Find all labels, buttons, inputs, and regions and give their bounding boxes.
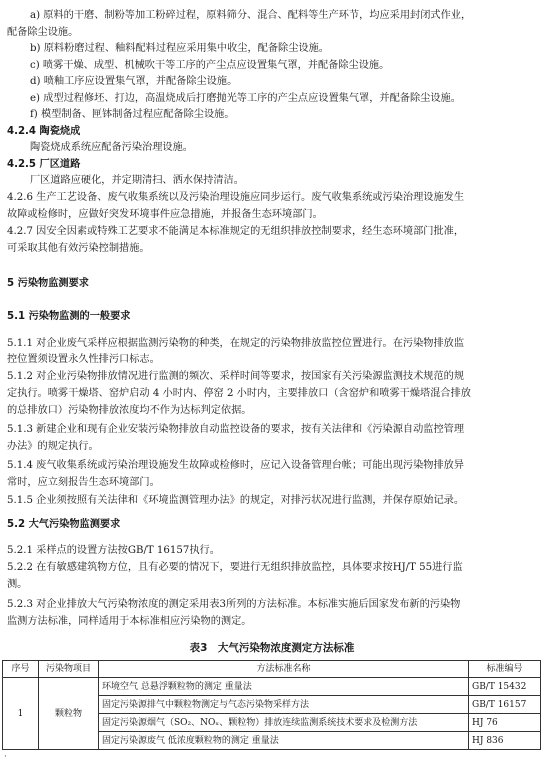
table-caption: 表3 大气污染物浓度测定方法标准: [189, 642, 355, 654]
pollutant-name: 颗粒物: [39, 678, 99, 750]
text-line: b) 原料粉磨过程、釉料配料过程应采用集中收尘，配备除尘设施。: [30, 43, 329, 54]
text-line: f) 模型制备、匣钵制备过程应配备除尘设施。: [30, 109, 235, 120]
text-line: 厂区道路应硬化，并定期清扫、洒水保持清洁。: [30, 175, 244, 186]
header-method: 方法标准名称: [99, 661, 469, 678]
text-line: 5.2.1 采样点的设置方法按GB/T 16157执行。: [7, 545, 220, 556]
section-heading: 4.2.4 陶瓷烧成: [7, 126, 81, 137]
standard-code: GB/T 15432: [469, 678, 541, 696]
table-header-row: [3, 661, 541, 678]
text-line: 办法》的规定执行。: [7, 441, 99, 452]
text-line: 5.2.2 在有敏感建筑物方位，且有必要的情况下，要进行无组织排放监控，具体要求按HJ/T 55进行监: [7, 562, 463, 573]
section-heading: 5 污染物监测要求: [7, 278, 89, 289]
text-line: 5.1.2 对企业污染物排放情况进行监测的频次、采样时间等要求，按国家有关污染源监测技术规范的规: [7, 371, 465, 382]
text-line: e) 成型过程修坯、打边，高温烧成后打磨抛光等工序的产尘点应设置集气罩，并配备除尘设施。: [30, 93, 461, 104]
text-line: 故障或检修时，应做好突发环境事件应急措施，并报备生态环境部门。: [7, 209, 323, 220]
text-line: 常时，应立刻报告生态环境部门。: [7, 477, 160, 488]
method-name: 固定污染源烟气（SO₂、NOₓ、颗粒物）排放连续监测系统技术要求及检测方法: [99, 714, 469, 732]
method-name: 固定污染源废气 低浓度颗粒物的测定 重量法: [99, 732, 469, 750]
text-line: a) 原料的干磨、制粉等加工粉碎过程，原料筛分、混合、配料等生产环节，均应采用封闭式作业，: [30, 10, 472, 21]
text-line: 的总排放口）污染物排放浓度均不作为达标判定依据。: [7, 405, 252, 416]
section-heading: 5.1 污染物监测的一般要求: [7, 311, 131, 322]
table-row: [3, 678, 541, 696]
text-line: d) 喷釉工序应设置集气罩，并配备除尘设施。: [30, 76, 238, 87]
section-heading: 5.2 大气污染物监测要求: [7, 519, 121, 530]
text-line: 监测方法标准，同样适用于本标准相应污染物的测定。: [7, 616, 252, 627]
text-line: 可采取其他有效污染控制措施。: [7, 243, 150, 254]
text-line: 配备除尘设施。: [7, 27, 79, 38]
standard-code: HJ 76: [469, 714, 541, 732]
header-pollutant: 污染物项目: [39, 661, 99, 678]
text-line: 5.2.3 对企业排放大气污染物浓度的测定采用表3所列的方法标准。本标准实施后国家发布新的污染物: [7, 599, 461, 610]
text-line: 陶瓷烧成系统应配备污染治理设施。: [30, 142, 193, 153]
method-name: 固定污染源排气中颗粒物测定与气态污染物采样方法: [99, 696, 469, 714]
text-line: 测。: [7, 579, 28, 590]
text-line: 5.1.1 对企业废气采样应根据监测污染物的种类，在规定的污染物排放监控位置进行。在污染物排放监: [7, 338, 465, 349]
text-line: 4.2.6 生产工艺设备、废气收集系统以及污染治理设施应同步运行。废气收集系统或污染治理设施发生: [7, 192, 465, 203]
standard-code: GB/T 16157: [469, 696, 541, 714]
text-line: 4.2.7 因安全因素或特殊工艺要求不能满足本标准规定的无组织排放控制要求，经生态环境部门批准，: [7, 226, 465, 237]
text-line: 5.1.5 企业须按照有关法律和《环境监测管理办法》的规定，对排污状况进行监测，并保存原始记录。: [7, 495, 465, 506]
text-line: 定执行。喷雾干燥塔、窑炉启动 4 小时内、停窑 2 小时内，主要排放口（含窑炉和喷雾干燥塔混合排放: [7, 388, 471, 399]
header-no: 序号: [3, 661, 39, 678]
text-line: c) 喷雾干燥、成型、机械吹干等工序的产尘点应设置集气罩，并配备除尘设施。: [30, 60, 390, 71]
method-name: 环境空气 总悬浮颗粒物的测定 重量法: [99, 678, 469, 696]
text-line: 5.1.4 废气收集系统或污染治理设施发生故障或检修时，应记入设备管理台帐；可能出现污染物排放异: [7, 460, 465, 471]
page-footer-mark: ·: [4, 752, 7, 762]
standard-code: HJ 836: [469, 732, 541, 750]
row-number: 1: [3, 678, 39, 750]
text-line: 控位置须设置永久性排污口标志。: [7, 354, 160, 365]
header-code: 标准编号: [469, 661, 541, 678]
text-line: 5.1.3 新建企业和现有企业安装污染物排放自动监控设备的要求，按有关法律和《污染源自动监控管理: [7, 424, 465, 435]
section-heading: 4.2.5 厂区道路: [7, 159, 81, 170]
method-standard-table: [2, 660, 541, 750]
